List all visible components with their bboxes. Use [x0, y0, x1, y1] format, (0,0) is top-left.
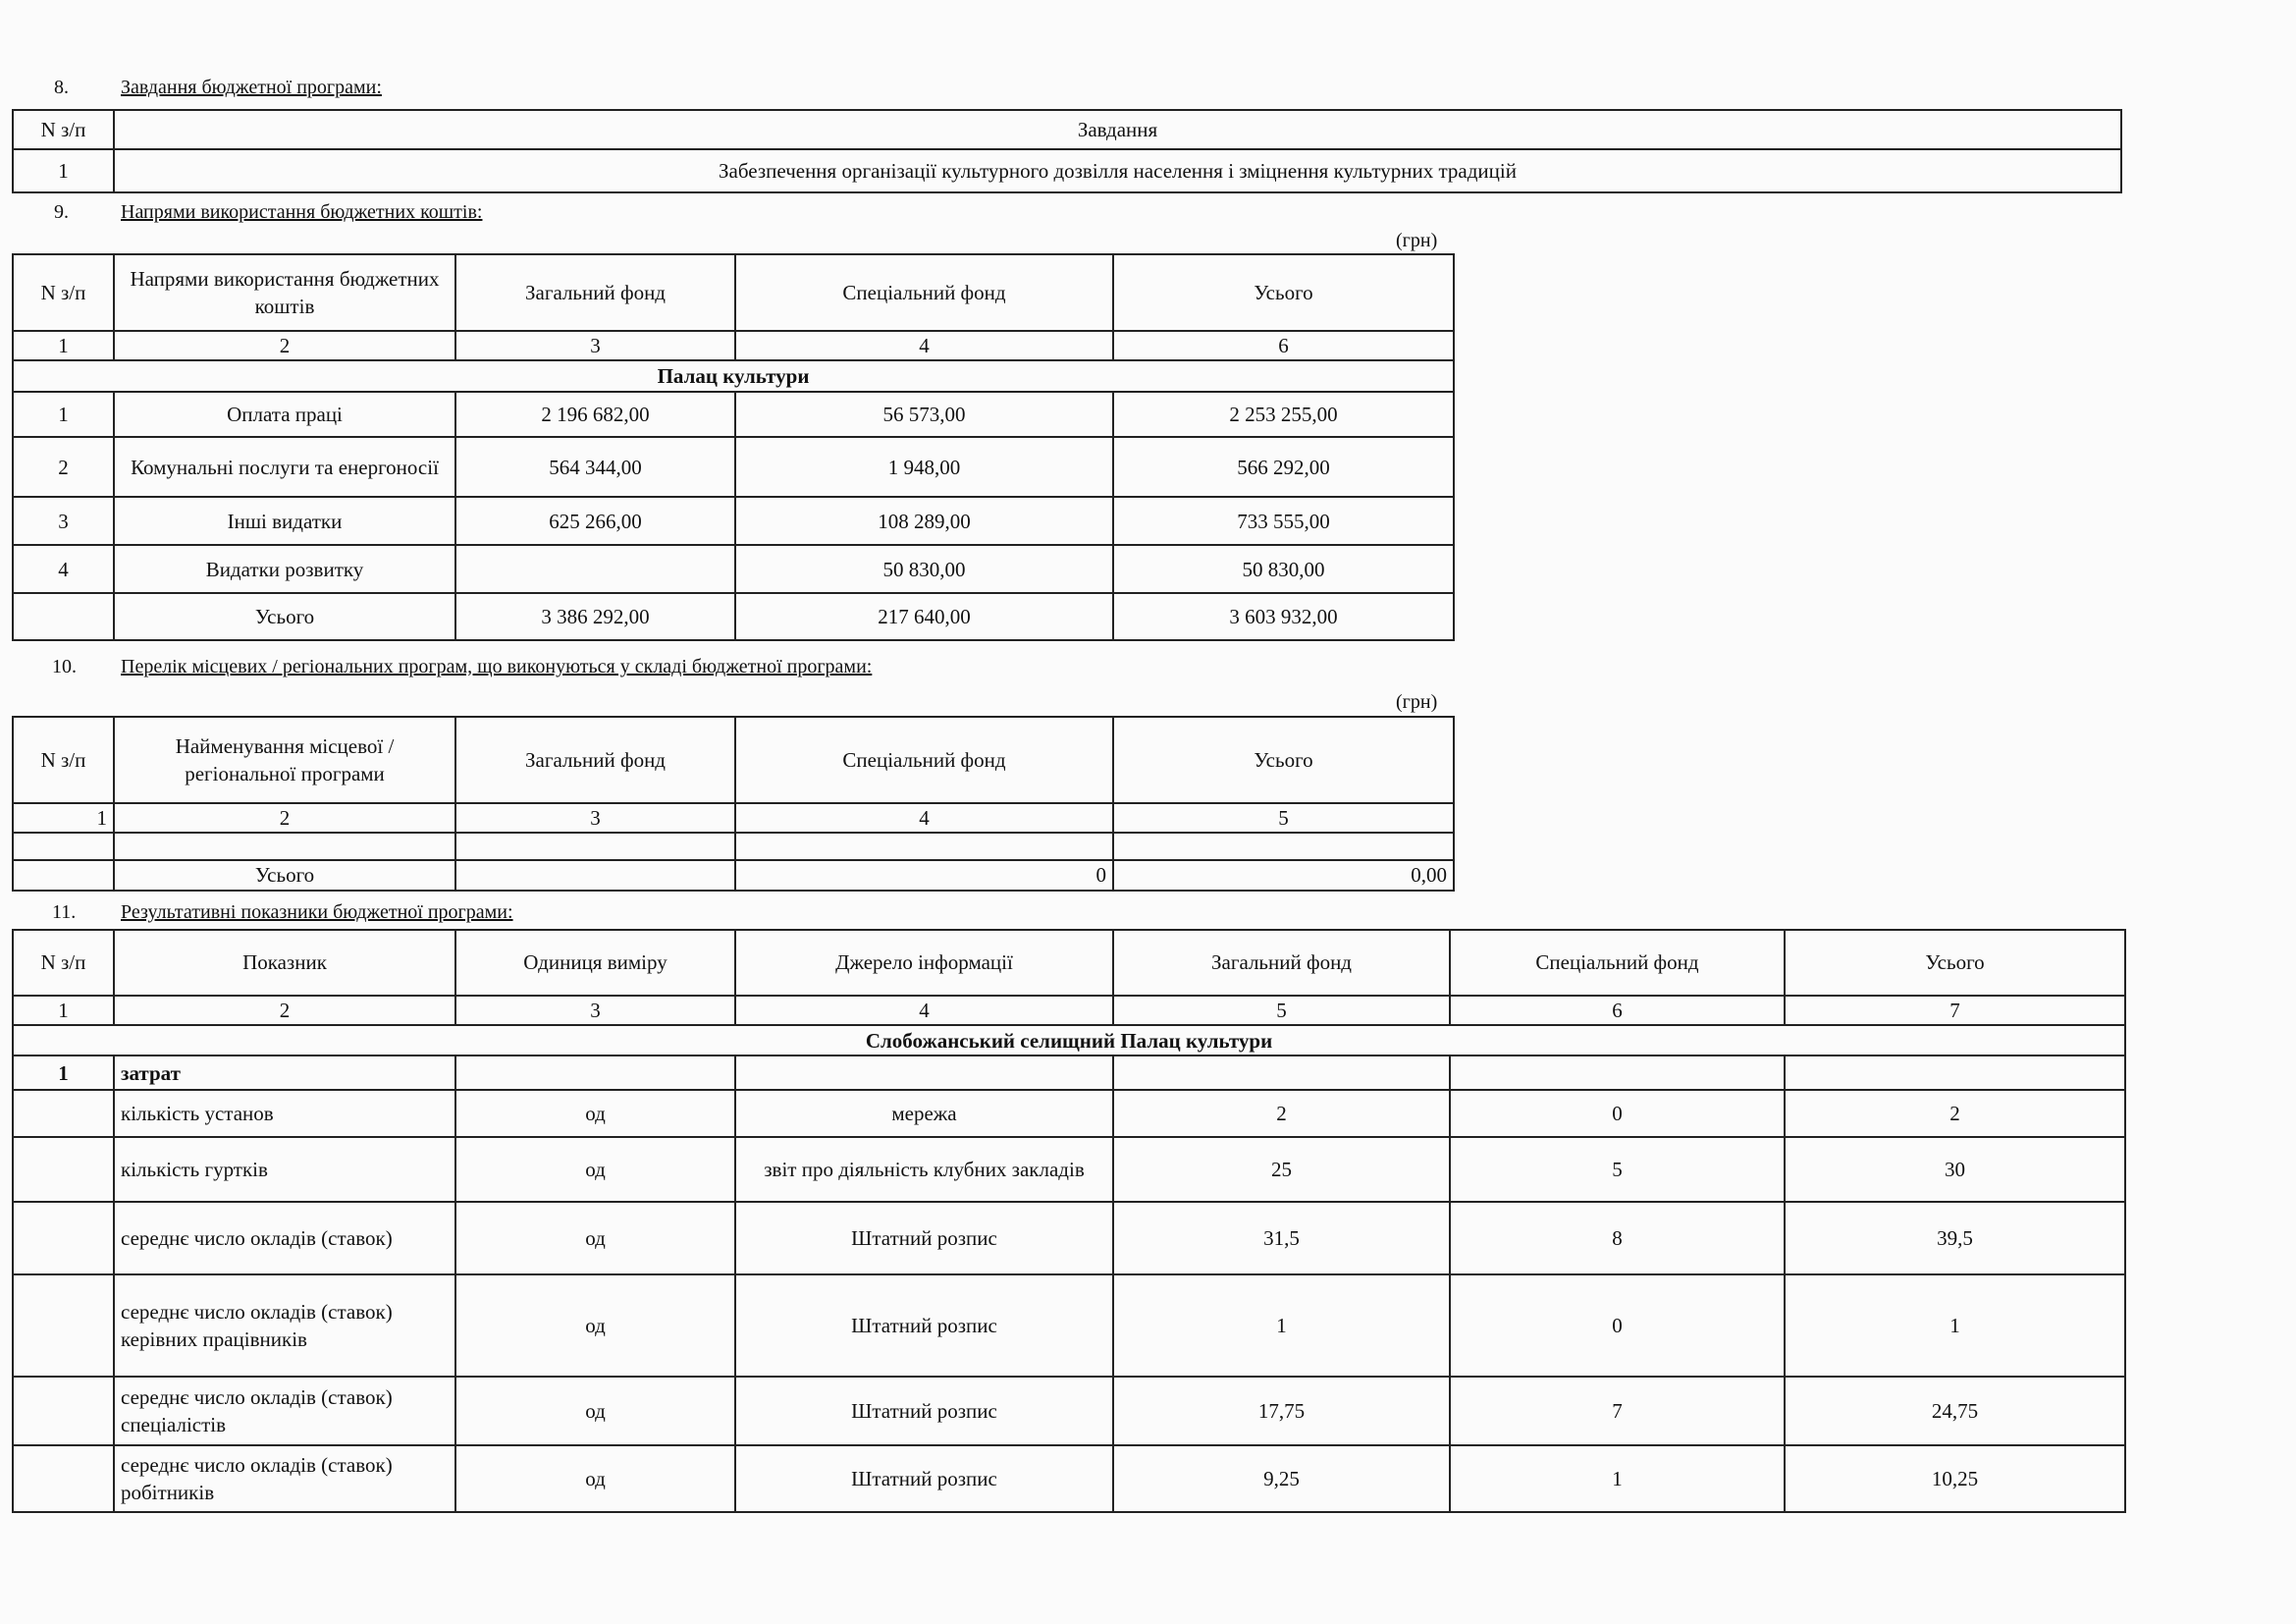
category-name: затрат	[114, 1056, 455, 1090]
special-fund: 5	[1450, 1137, 1785, 1202]
empty-cell	[13, 833, 114, 860]
column-number: 4	[735, 996, 1113, 1025]
special-fund: 7	[1450, 1377, 1785, 1445]
header-cell: Усього	[1113, 254, 1454, 331]
info-source: мережа	[735, 1090, 1113, 1137]
total-row	[13, 860, 1454, 890]
total: 566 292,00	[1113, 437, 1454, 497]
direction-name: Інші видатки	[114, 497, 455, 545]
header-cell: N з/п	[13, 930, 114, 996]
info-source: Штатний розпис	[735, 1377, 1113, 1445]
row-number	[13, 860, 114, 890]
special-fund: 217 640,00	[735, 593, 1113, 640]
table-row	[13, 392, 1454, 437]
table-row	[13, 437, 1454, 497]
empty-cell	[735, 833, 1113, 860]
total: 39,5	[1785, 1202, 2125, 1274]
row-number: 4	[13, 545, 114, 593]
total: 50 830,00	[1113, 545, 1454, 593]
column-number: 5	[1113, 803, 1454, 833]
column-number: 1	[13, 996, 114, 1025]
empty-cell	[13, 1377, 114, 1445]
empty-cell	[735, 1056, 1113, 1090]
special-fund: 50 830,00	[735, 545, 1113, 593]
general-fund	[455, 860, 735, 890]
special-fund: 1	[1450, 1445, 1785, 1512]
column-number: 4	[735, 803, 1113, 833]
currency-unit: (грн)	[1396, 230, 1438, 251]
indicator-name: середнє число окладів (ставок) робітників	[114, 1445, 455, 1512]
category-number: 1	[13, 1056, 114, 1090]
total: 0,00	[1113, 860, 1454, 890]
unit-of-measure: од	[455, 1202, 735, 1274]
header-cell: N з/п	[13, 254, 114, 331]
total: 2 253 255,00	[1113, 392, 1454, 437]
header-cell: Усього	[1785, 930, 2125, 996]
general-fund: 2	[1113, 1090, 1450, 1137]
special-fund: 0	[1450, 1274, 1785, 1377]
special-fund: 1 948,00	[735, 437, 1113, 497]
general-fund: 564 344,00	[455, 437, 735, 497]
unit-of-measure: од	[455, 1377, 735, 1445]
special-fund: 56 573,00	[735, 392, 1113, 437]
indicator-name: середнє число окладів (ставок) керівних працівників	[114, 1274, 455, 1377]
group-heading: Палац культури	[13, 360, 1454, 392]
table-row	[13, 1445, 2125, 1512]
total: 3 603 932,00	[1113, 593, 1454, 640]
header-cell: Спеціальний фонд	[1450, 930, 1785, 996]
general-fund: 17,75	[1113, 1377, 1450, 1445]
direction-name: Комунальні послуги та енергоносії	[114, 437, 455, 497]
column-number: 2	[114, 996, 455, 1025]
empty-cell	[13, 1274, 114, 1377]
empty-cell	[13, 1137, 114, 1202]
header-cell: Спеціальний фонд	[735, 717, 1113, 803]
table-row	[13, 1274, 2125, 1377]
column-number: 2	[114, 331, 455, 360]
row-number	[13, 593, 114, 640]
header-cell: Напрями використання бюджетних коштів	[114, 254, 455, 331]
header-cell: N з/п	[13, 110, 114, 149]
direction-name: Оплата праці	[114, 392, 455, 437]
empty-cell	[13, 1090, 114, 1137]
header-cell: Джерело інформації	[735, 930, 1113, 996]
column-number: 6	[1450, 996, 1785, 1025]
header-cell: Найменування місцевої / регіональної програми	[114, 717, 455, 803]
column-number: 2	[114, 803, 455, 833]
special-fund: 108 289,00	[735, 497, 1113, 545]
local-programs-table	[12, 716, 1455, 892]
general-fund: 3 386 292,00	[455, 593, 735, 640]
empty-cell	[1785, 1056, 2125, 1090]
header-cell: Завдання	[114, 110, 2121, 149]
empty-cell	[455, 1056, 735, 1090]
total-label: Усього	[114, 860, 455, 890]
header-cell: Усього	[1113, 717, 1454, 803]
indicator-name: середнє число окладів (ставок) спеціалістів	[114, 1377, 455, 1445]
special-fund: 8	[1450, 1202, 1785, 1274]
header-cell: Показник	[114, 930, 455, 996]
section-9-number: 9.	[54, 201, 69, 223]
empty-cell	[13, 1445, 114, 1512]
column-number: 7	[1785, 996, 2125, 1025]
header-cell: Одиниця виміру	[455, 930, 735, 996]
section-11-number: 11.	[52, 901, 77, 923]
special-fund: 0	[1450, 1090, 1785, 1137]
column-number: 3	[455, 996, 735, 1025]
empty-cell	[1113, 1056, 1450, 1090]
currency-unit: (грн)	[1396, 691, 1438, 713]
row-number: 1	[13, 149, 114, 192]
table-row	[13, 1377, 2125, 1445]
tasks-table	[12, 109, 2122, 193]
section-8-number: 8.	[54, 77, 69, 98]
indicator-name: середнє число окладів (ставок)	[114, 1202, 455, 1274]
general-fund: 9,25	[1113, 1445, 1450, 1512]
header-cell: Загальний фонд	[455, 254, 735, 331]
table-row	[13, 833, 1454, 860]
table-row	[13, 545, 1454, 593]
unit-of-measure: од	[455, 1445, 735, 1512]
general-fund: 1	[1113, 1274, 1450, 1377]
unit-of-measure: од	[455, 1137, 735, 1202]
unit-of-measure: од	[455, 1090, 735, 1137]
table-row	[13, 1090, 2125, 1137]
column-number: 1	[13, 803, 114, 833]
row-number: 2	[13, 437, 114, 497]
category-row	[13, 1056, 2125, 1090]
direction-name: Видатки розвитку	[114, 545, 455, 593]
header-cell: Загальний фонд	[455, 717, 735, 803]
empty-cell	[1450, 1056, 1785, 1090]
total-label: Усього	[114, 593, 455, 640]
general-fund: 625 266,00	[455, 497, 735, 545]
performance-indicators-table	[12, 929, 2126, 1513]
column-number: 1	[13, 331, 114, 360]
column-number: 3	[455, 331, 735, 360]
header-cell: N з/п	[13, 717, 114, 803]
table-row	[13, 149, 2121, 192]
group-heading: Слобожанський селищний Палац культури	[13, 1025, 2125, 1056]
row-number: 1	[13, 392, 114, 437]
section-8-title: Завдання бюджетної програми:	[121, 77, 382, 98]
empty-cell	[13, 1202, 114, 1274]
section-11-title: Результативні показники бюджетної програми:	[121, 901, 513, 923]
column-number: 4	[735, 331, 1113, 360]
general-fund: 25	[1113, 1137, 1450, 1202]
special-fund: 0	[735, 860, 1113, 890]
info-source: Штатний розпис	[735, 1445, 1113, 1512]
column-number: 6	[1113, 331, 1454, 360]
total: 2	[1785, 1090, 2125, 1137]
general-fund: 31,5	[1113, 1202, 1450, 1274]
info-source: Штатний розпис	[735, 1202, 1113, 1274]
table-row	[13, 1202, 2125, 1274]
section-10-number: 10.	[52, 656, 77, 677]
column-number: 3	[455, 803, 735, 833]
general-fund	[455, 545, 735, 593]
unit-of-measure: од	[455, 1274, 735, 1377]
row-number: 3	[13, 497, 114, 545]
empty-cell	[114, 833, 455, 860]
total: 30	[1785, 1137, 2125, 1202]
table-row	[13, 497, 1454, 545]
total: 1	[1785, 1274, 2125, 1377]
indicator-name: кількість гуртків	[114, 1137, 455, 1202]
total: 10,25	[1785, 1445, 2125, 1512]
total-row	[13, 593, 1454, 640]
column-number: 5	[1113, 996, 1450, 1025]
info-source: Штатний розпис	[735, 1274, 1113, 1377]
section-9-title: Напрями використання бюджетних коштів:	[121, 201, 483, 223]
header-cell: Спеціальний фонд	[735, 254, 1113, 331]
budget-directions-table	[12, 253, 1455, 641]
indicator-name: кількість установ	[114, 1090, 455, 1137]
header-cell: Загальний фонд	[1113, 930, 1450, 996]
general-fund: 2 196 682,00	[455, 392, 735, 437]
empty-cell	[455, 833, 735, 860]
total: 733 555,00	[1113, 497, 1454, 545]
total: 24,75	[1785, 1377, 2125, 1445]
empty-cell	[1113, 833, 1454, 860]
table-row	[13, 1137, 2125, 1202]
info-source: звіт про діяльність клубних закладів	[735, 1137, 1113, 1202]
task-text: Забезпечення організації культурного дозвілля населення і зміцнення культурних традицій	[114, 149, 2121, 192]
section-10-title: Перелік місцевих / регіональних програм, що виконуються у складі бюджетної програми:	[121, 656, 873, 677]
